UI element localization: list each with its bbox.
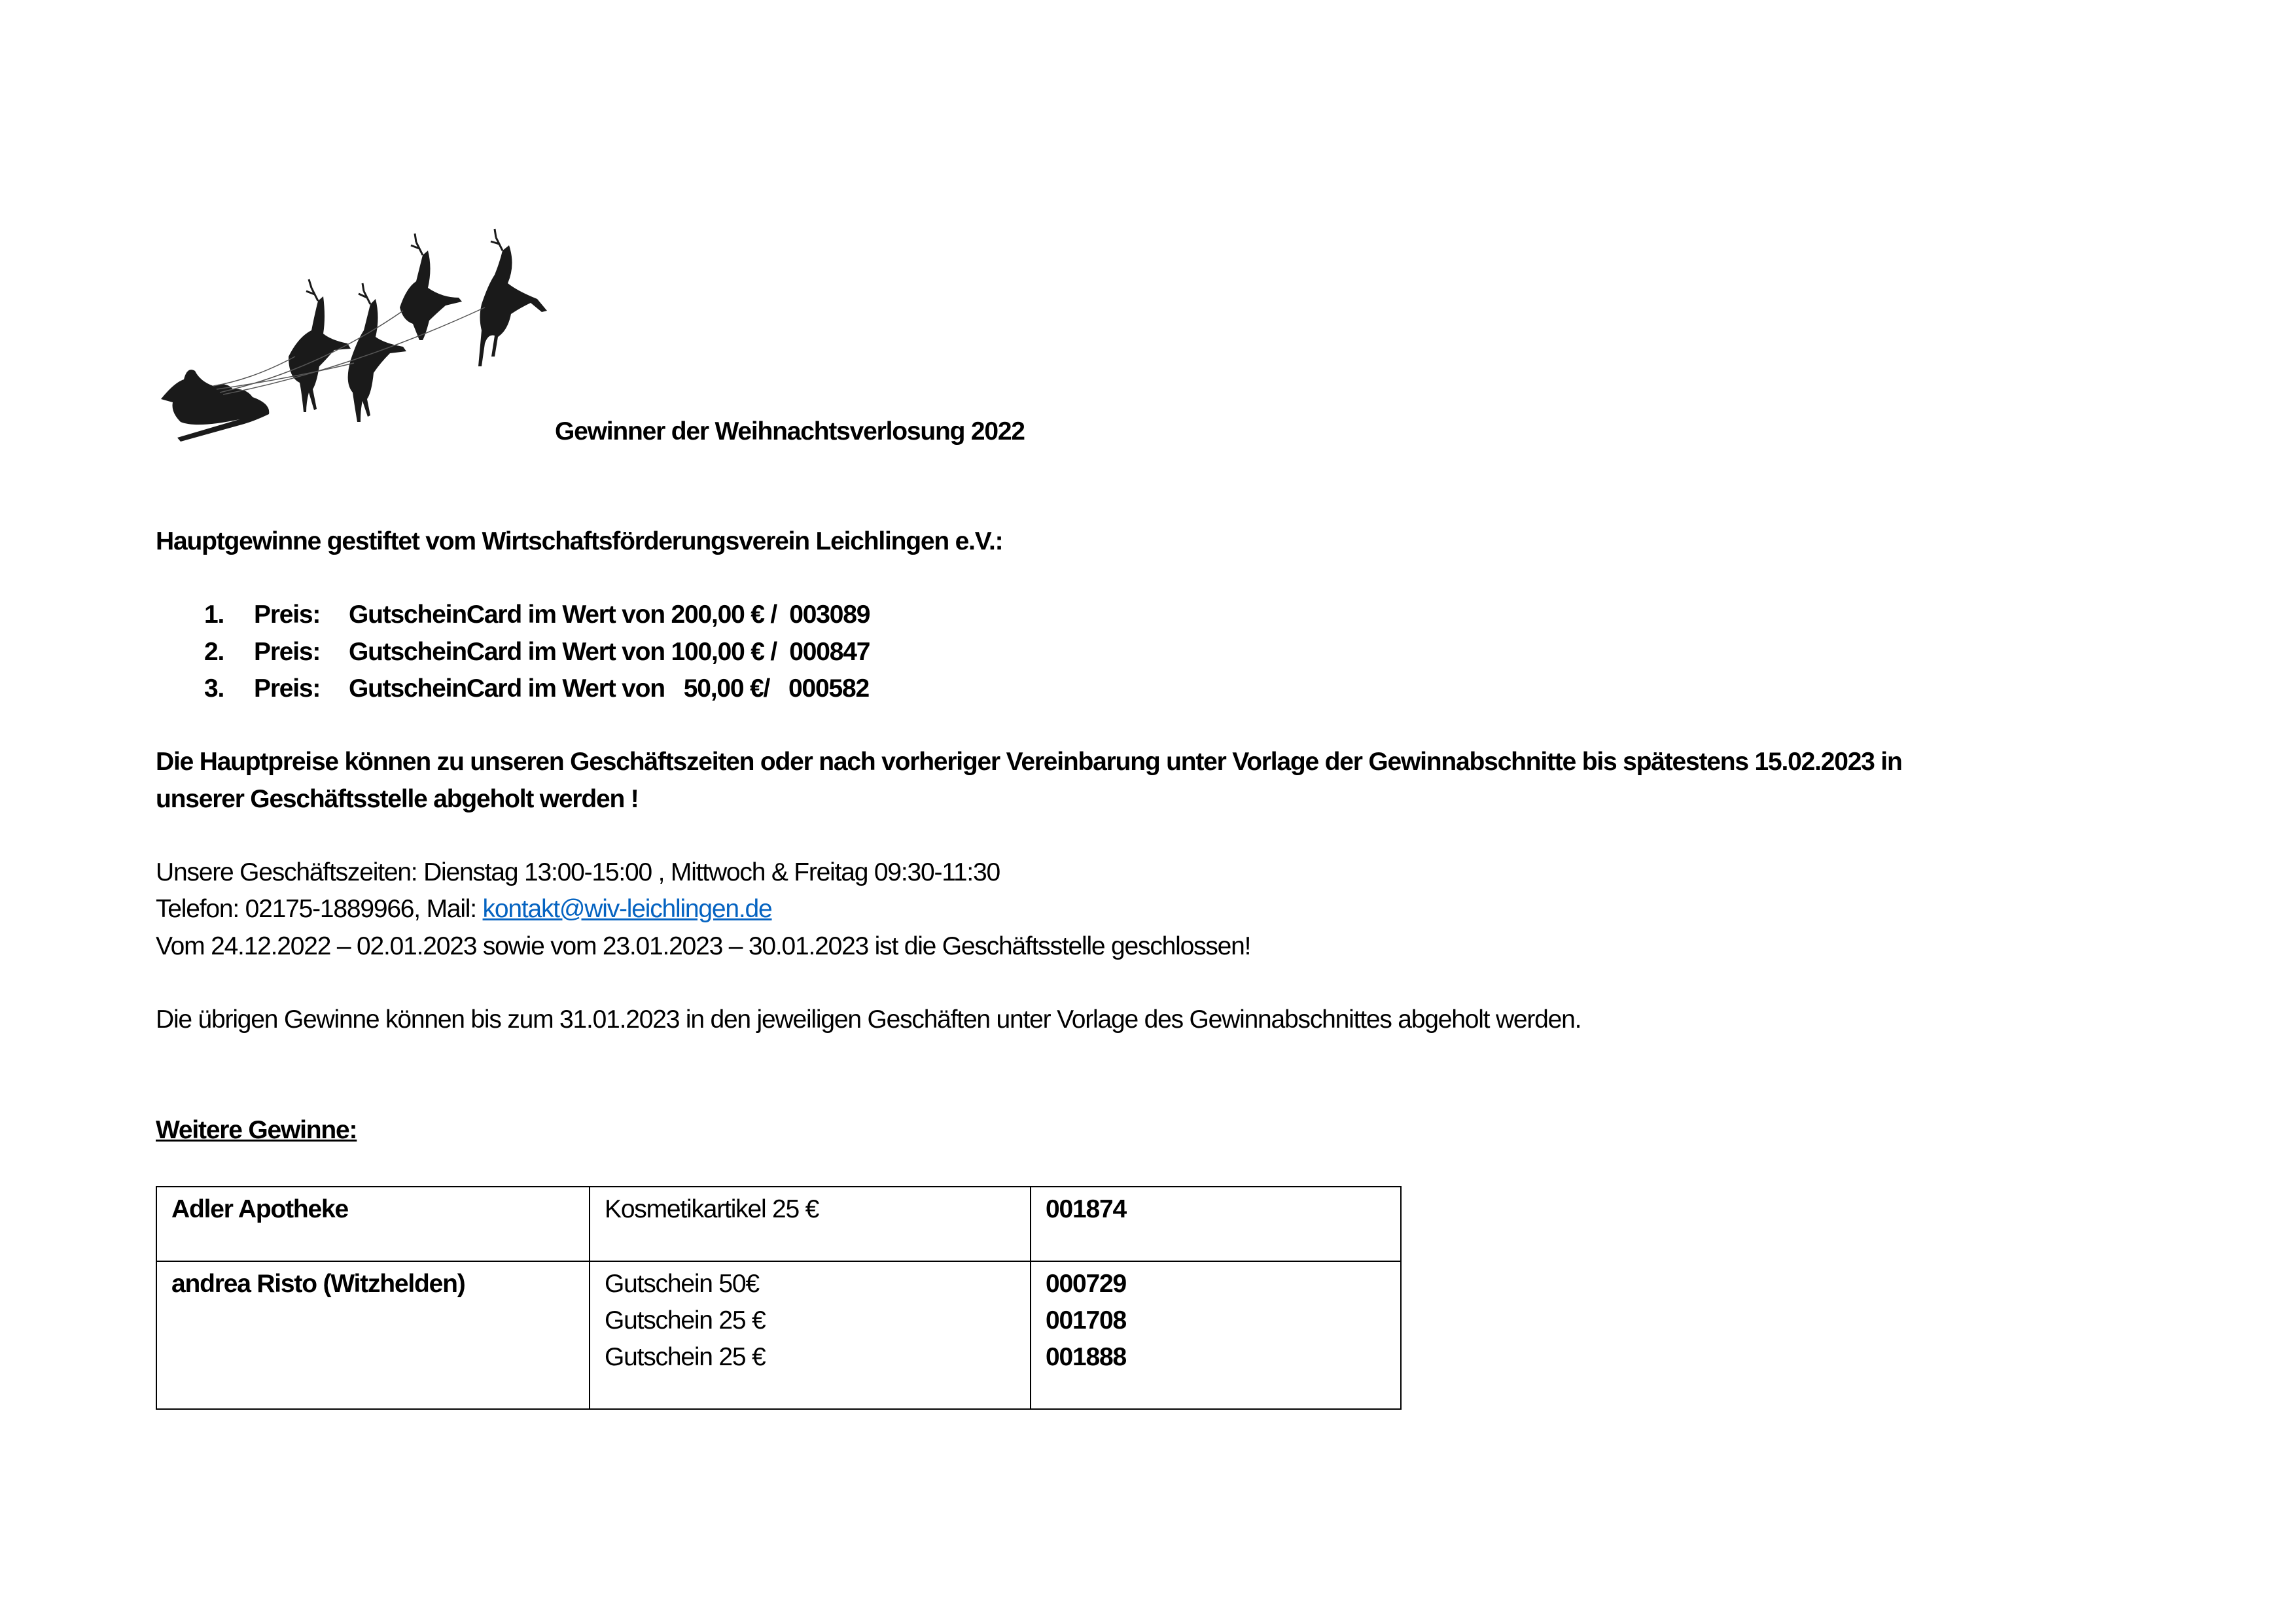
prize-text: GutscheinCard im Wert von 100,00 € / 000847 — [349, 638, 870, 666]
table-row — [156, 1187, 1401, 1261]
prize-code: 001888 — [1046, 1343, 1126, 1371]
prize-label: Preis: — [254, 638, 321, 666]
prize-label: Preis: — [254, 674, 321, 703]
santa-sleigh-reindeer-illustration — [154, 226, 560, 445]
notice-line: unserer Geschäftsstelle abgeholt werden ! — [156, 785, 639, 813]
phone-text: Telefon: 02175-1889966, Mail: — [156, 895, 483, 923]
prize-code: 001708 — [1046, 1306, 1126, 1335]
prize-item-text: Gutschein 25 € — [605, 1306, 766, 1335]
prize-item-text: Kosmetikartikel 25 € — [605, 1195, 819, 1223]
prize-item-text: Gutschein 25 € — [605, 1343, 766, 1371]
prize-number: 3. — [204, 674, 224, 703]
more-prizes-heading: Weitere Gewinne: — [156, 1116, 357, 1144]
document-title: Gewinner der Weihnachtsverlosung 2022 — [555, 417, 1025, 445]
prize-number: 2. — [204, 638, 224, 666]
contact-line — [156, 891, 772, 928]
prize-text: GutscheinCard im Wert von 200,00 € / 003089 — [349, 601, 870, 629]
shop-name: Adler Apotheke — [156, 1187, 590, 1261]
prize-codes — [1031, 1261, 1401, 1409]
prize-number: 1. — [204, 601, 224, 629]
prize-codes — [1031, 1187, 1401, 1261]
prize-code: 000729 — [1046, 1270, 1126, 1298]
prize-text: GutscheinCard im Wert von 50,00 €/ 000582 — [349, 674, 869, 703]
closure-notice: Vom 24.12.2022 – 02.01.2023 sowie vom 23.01.2023 – 30.01.2023 ist die Geschäftsstelle geschlossen! — [156, 932, 1251, 960]
prize-code: 001874 — [1046, 1195, 1126, 1223]
prize-items — [590, 1261, 1031, 1409]
notice-line: Die Hauptpreise können zu unseren Geschäftszeiten oder nach vorheriger Vereinbarung unter Vorlage der Gewinnabschnitte bis spätestens 15.02.2023 in — [156, 748, 1902, 776]
office-hours: Unsere Geschäftszeiten: Dienstag 13:00-15:00 , Mittwoch & Freitag 09:30-11:30 — [156, 858, 1000, 886]
prize-items — [590, 1187, 1031, 1261]
main-prizes-heading: Hauptgewinne gestiftet vom Wirtschaftsförderungsverein Leichlingen e.V.: — [156, 527, 1003, 555]
other-prizes-note: Die übrigen Gewinne können bis zum 31.01.2023 in den jeweiligen Geschäften unter Vorlage des Gewinnabschnittes abgeholt werden. — [156, 1005, 1581, 1034]
shop-name: andrea Risto (Witzhelden) — [156, 1261, 590, 1409]
prizes-table — [156, 1186, 1402, 1410]
table-row — [156, 1261, 1401, 1409]
email-link[interactable]: kontakt@wiv-leichlingen.de — [482, 895, 772, 923]
prize-item-text: Gutschein 50€ — [605, 1270, 759, 1298]
prize-label: Preis: — [254, 601, 321, 629]
